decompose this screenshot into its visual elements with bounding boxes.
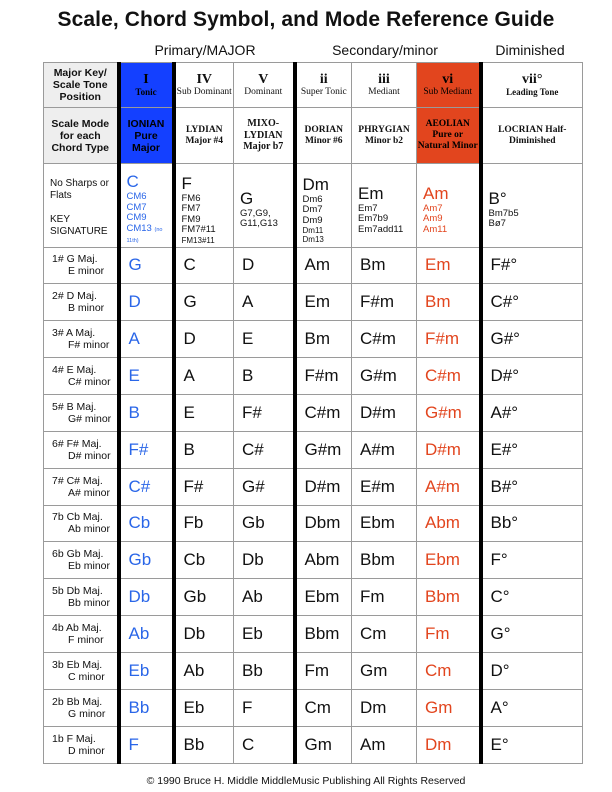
chord-cell: Db [174, 616, 234, 653]
chord-cell: Cm [417, 652, 481, 689]
numeral: vi [442, 72, 454, 87]
key-major-label: 5b Db Maj. [52, 585, 103, 598]
chord-cell: Eb [119, 652, 174, 689]
function-label: Super Tonic [300, 87, 347, 97]
key-major-label: 6b Gb Maj. [52, 548, 104, 561]
table-row [44, 652, 583, 689]
chord-cell: A#m [417, 468, 481, 505]
mode-phrygian: PHRYGIAN Minor b2 [352, 108, 417, 164]
table-row [44, 689, 583, 726]
chord-main: Dm [302, 174, 329, 194]
chord-variant: Em7 [358, 202, 378, 214]
function-label: Mediant [368, 87, 400, 97]
chord-cell: Gm [417, 689, 481, 726]
chord-cell: Fb [174, 505, 234, 542]
key-minor-label: D minor [68, 744, 105, 757]
key-signature-cell [44, 394, 119, 431]
chord-cell: G#m [352, 358, 417, 395]
key-major-label: 1b F Maj. [52, 732, 96, 745]
chord-variant: Em7add11 [358, 223, 404, 235]
chord-cell: C#m [352, 321, 417, 358]
chord-cell: F# [119, 431, 174, 468]
chord-cell: E#m [352, 468, 417, 505]
chord-cell: Ebm [295, 579, 352, 616]
chord-cell: Gm [295, 726, 352, 763]
key-signature-cell [44, 468, 119, 505]
column-header-subdominant [174, 63, 234, 108]
chord-cell: C° [481, 579, 583, 616]
chord-cell: F#m [352, 284, 417, 321]
chord-variant: CM13 [126, 222, 152, 234]
chord-cell-first [417, 164, 481, 248]
column-header-dominant [234, 63, 295, 108]
chord-cell: Bm [295, 321, 352, 358]
mode-lydian: LYDIAN Major #4 [174, 108, 234, 164]
column-header-mediant [352, 63, 417, 108]
header-row-position [44, 63, 583, 108]
chord-cell: D#m [352, 394, 417, 431]
chord-variant: Bø7 [488, 218, 506, 230]
key-signature-cell [44, 358, 119, 395]
chord-cell: Bb° [481, 505, 583, 542]
chord-cell: Cb [174, 542, 234, 579]
chord-cell: Ebm [417, 542, 481, 579]
chord-cell: B [174, 431, 234, 468]
chord-cell: Fm [295, 652, 352, 689]
chord-main: F [181, 173, 192, 193]
header-label-position: Major Key/ Scale Tone Position [44, 63, 119, 108]
key-signature-cell [44, 689, 119, 726]
chord-cell: F# [234, 394, 295, 431]
key-minor-label: Eb minor [68, 560, 111, 573]
key-minor-label: C# minor [68, 376, 111, 388]
chord-cell: C [174, 247, 234, 284]
chord-cell: Ab [174, 652, 234, 689]
key-signature-cell [44, 247, 119, 284]
key-major-label: 7# C# Maj. [52, 474, 103, 487]
chord-cell: Bbm [352, 542, 417, 579]
page-title: Scale, Chord Symbol, and Mode Reference Guide [57, 8, 555, 31]
chord-cell: G#m [295, 431, 352, 468]
chord-cell: Ab [119, 616, 174, 653]
numeral: V [258, 72, 269, 87]
table-row [44, 579, 583, 616]
key-signature-cell [44, 321, 119, 358]
chord-cell: Bb [174, 726, 234, 763]
chord-cell: Bbm [295, 616, 352, 653]
chord-cell: Ab [234, 579, 295, 616]
header-label-mode: Scale Mode for each Chord Type [44, 108, 119, 164]
copyright-notice: © 1990 Bruce H. Middle MiddleMusic Publishing All Rights Reserved [146, 775, 466, 787]
key-minor-label: F# minor [68, 339, 110, 352]
chord-cell: G#° [481, 321, 583, 358]
chord-variant: Bm7b5 [488, 207, 519, 219]
chord-cell: E [234, 321, 295, 358]
chord-cell: Db [119, 579, 174, 616]
function-label: Leading Tone [506, 87, 559, 97]
chord-cell: Gb [234, 505, 295, 542]
chord-cell: G#m [417, 394, 481, 431]
chord-main: Am [423, 183, 449, 203]
chord-cell: Cm [295, 689, 352, 726]
key-major-label: 2b Bb Maj. [52, 695, 103, 708]
chord-cell: Bb [234, 652, 295, 689]
chord-cell: Bm [417, 284, 481, 321]
table-row [44, 726, 583, 763]
function-label: Sub Dominant [176, 87, 232, 97]
chord-cell: Dm [352, 689, 417, 726]
chord-variant: Am9 [423, 213, 443, 224]
key-label-natural: No Sharps or Flats [50, 178, 109, 202]
chord-cell: Fm [352, 579, 417, 616]
chord-cell: C#m [417, 358, 481, 395]
chord-variant: Dm13 [302, 235, 324, 244]
chord-variant: Dm11 [302, 226, 324, 235]
reference-table [43, 62, 583, 764]
chord-main: G [240, 188, 254, 208]
table-row [44, 431, 583, 468]
chord-variant: FM7 [181, 203, 201, 215]
key-minor-label: Ab minor [68, 523, 111, 536]
header-row-mode [44, 108, 583, 164]
chord-cell: Abm [417, 505, 481, 542]
key-signature-cell [44, 284, 119, 321]
key-minor-label: Bb minor [68, 597, 111, 610]
chord-cell: F#° [481, 247, 583, 284]
chord-cell: F# [174, 468, 234, 505]
chord-cell: Dbm [295, 505, 352, 542]
chord-cell: Bbm [417, 579, 481, 616]
key-minor-label: A# minor [68, 486, 111, 499]
chord-variant: Em7b9 [358, 213, 389, 224]
chord-cell: B [119, 394, 174, 431]
chord-cell: Em [417, 247, 481, 284]
key-major-label: 6# F# Maj. [52, 437, 102, 450]
numeral: iii [378, 72, 390, 87]
key-major-label: 4b Ab Maj. [52, 622, 102, 635]
chord-cell: D#m [417, 431, 481, 468]
chord-cell: G# [234, 468, 295, 505]
chord-cell: Gb [119, 542, 174, 579]
chord-cell: Dm [417, 726, 481, 763]
chord-cell: Eb [234, 616, 295, 653]
chord-cell: Am [352, 726, 417, 763]
chord-cell: A [174, 358, 234, 395]
chord-cell: G [119, 247, 174, 284]
chord-cell: Abm [295, 542, 352, 579]
key-signature-cell [44, 616, 119, 653]
column-header-tonic [119, 63, 174, 108]
chord-main: C [126, 172, 139, 191]
key-major-label: 1# G Maj. [52, 253, 98, 266]
key-signature-cell [44, 431, 119, 468]
chord-cell-first [352, 164, 417, 248]
chord-cell: E° [481, 726, 583, 763]
table-row [44, 542, 583, 579]
key-major-label: 5# B Maj. [52, 400, 97, 413]
numeral: vii° [522, 72, 543, 87]
chord-variant: Dm6 [302, 193, 323, 205]
chord-cell: A#° [481, 394, 583, 431]
table-row [44, 616, 583, 653]
mode-mixolydian: MIXO- LYDIAN Major b7 [234, 108, 295, 164]
chord-cell: B [234, 358, 295, 395]
chord-cell: A#m [352, 431, 417, 468]
function-label: Sub Mediant [423, 87, 473, 97]
table-row [44, 358, 583, 395]
key-signature-cell [44, 505, 119, 542]
chord-cell: Cb [119, 505, 174, 542]
column-header-supertonic [295, 63, 352, 108]
chord-cell: Cm [352, 616, 417, 653]
chord-cell: Bm [352, 247, 417, 284]
numeral: IV [196, 72, 213, 87]
chord-variant: FM7#11 [181, 224, 216, 236]
chord-cell: D° [481, 652, 583, 689]
key-signature-cell [44, 579, 119, 616]
table-row [44, 247, 583, 284]
key-signature-label: KEY SIGNATURE [50, 214, 108, 238]
numeral: I [143, 72, 149, 87]
key-minor-label: B minor [68, 302, 105, 315]
chord-variant: CM6 [126, 191, 147, 202]
chord-variant: G7,G9, [240, 207, 271, 219]
key-signature-cell [44, 726, 119, 763]
chord-cell: A [234, 284, 295, 321]
key-minor-label: G# minor [68, 412, 112, 425]
key-major-label: 3b Eb Maj. [52, 658, 103, 671]
chord-variant: Dm7 [302, 204, 323, 215]
chord-cell-first [481, 164, 583, 248]
chord-cell: F [234, 689, 295, 726]
chord-variant: Dm9 [302, 214, 323, 226]
chord-variant: FM9 [181, 213, 201, 225]
chord-main: B° [488, 188, 507, 208]
numeral: ii [319, 72, 328, 87]
chord-cell: Fm [417, 616, 481, 653]
chord-cell: C#° [481, 284, 583, 321]
key-major-label: 7b Cb Maj. [52, 511, 103, 524]
chord-cell: D#° [481, 358, 583, 395]
chord-variant: G11,G13 [240, 218, 278, 230]
chord-cell: Em [295, 284, 352, 321]
chord-cell: D [174, 321, 234, 358]
chord-cell: C# [119, 468, 174, 505]
chord-cell-first [295, 164, 352, 248]
chord-variant: Am7 [423, 202, 443, 214]
chord-cell: D [234, 247, 295, 284]
chord-cell: G° [481, 616, 583, 653]
key-major-label: 2# D Maj. [52, 290, 97, 303]
chord-cell: D [119, 284, 174, 321]
key-major-label: 4# E Maj. [52, 364, 97, 376]
key-minor-label: G minor [68, 707, 106, 720]
chord-cell: A [119, 321, 174, 358]
chord-cell: C [234, 726, 295, 763]
chord-cell: F#m [417, 321, 481, 358]
chord-cell: Ebm [352, 505, 417, 542]
key-minor-label: F minor [68, 634, 104, 647]
function-label: Dominant [244, 87, 283, 97]
key-signature-cell [44, 542, 119, 579]
table-row [44, 468, 583, 505]
chord-cell: E#° [481, 431, 583, 468]
table-row-no-accidentals [44, 164, 583, 248]
table-row [44, 505, 583, 542]
chord-variant: FM6 [181, 192, 201, 204]
mode-locrian: LOCRIAN Half- Diminished [481, 108, 583, 164]
key-signature-cell [44, 164, 119, 248]
mode-dorian: DORIAN Minor #6 [295, 108, 352, 164]
mode-ionian: IONIAN Pure Major [119, 108, 174, 164]
key-minor-label: C minor [68, 670, 105, 683]
chord-cell: Db [234, 542, 295, 579]
chord-cell: E [174, 394, 234, 431]
chord-cell: D#m [295, 468, 352, 505]
key-minor-label: D# minor [68, 449, 111, 462]
chord-cell: Gm [352, 652, 417, 689]
key-signature-cell [44, 652, 119, 689]
chord-variant: CM7 [126, 201, 147, 213]
chord-cell: Bb [119, 689, 174, 726]
chord-cell: Gb [174, 579, 234, 616]
mode-aeolian: AEOLIAN Pure or Natural Minor [417, 108, 481, 164]
chord-note: (no 11th) [126, 226, 163, 244]
chord-variant: Am11 [423, 223, 448, 235]
chord-cell-first [174, 164, 234, 248]
chord-cell: E [119, 358, 174, 395]
column-header-submediant [417, 63, 481, 108]
chord-variant: CM9 [126, 212, 147, 223]
table-row [44, 321, 583, 358]
chord-cell: G [174, 284, 234, 321]
chord-cell: C# [234, 431, 295, 468]
table-row [44, 394, 583, 431]
key-major-label: 3# A Maj. [52, 327, 96, 340]
chord-cell: F° [481, 542, 583, 579]
chord-main: Em [358, 183, 384, 203]
table-row [44, 284, 583, 321]
key-minor-label: E minor [68, 265, 105, 278]
chord-cell: Eb [174, 689, 234, 726]
group-label-diminished: Diminished [495, 42, 565, 58]
function-label: Tonic [135, 87, 157, 97]
chord-cell: A° [481, 689, 583, 726]
chord-cell: F#m [295, 358, 352, 395]
chord-cell: Am [295, 247, 352, 284]
chord-cell-first [119, 164, 174, 248]
chord-cell: B#° [481, 468, 583, 505]
group-label-secondary: Secondary/minor [332, 42, 438, 58]
chord-cell: C#m [295, 394, 352, 431]
chord-cell-first [234, 164, 295, 248]
chord-variant: FM13#11 [181, 235, 215, 245]
group-label-primary: Primary/MAJOR [154, 42, 256, 58]
chord-cell: F [119, 726, 174, 763]
column-header-leading-tone [481, 63, 583, 108]
